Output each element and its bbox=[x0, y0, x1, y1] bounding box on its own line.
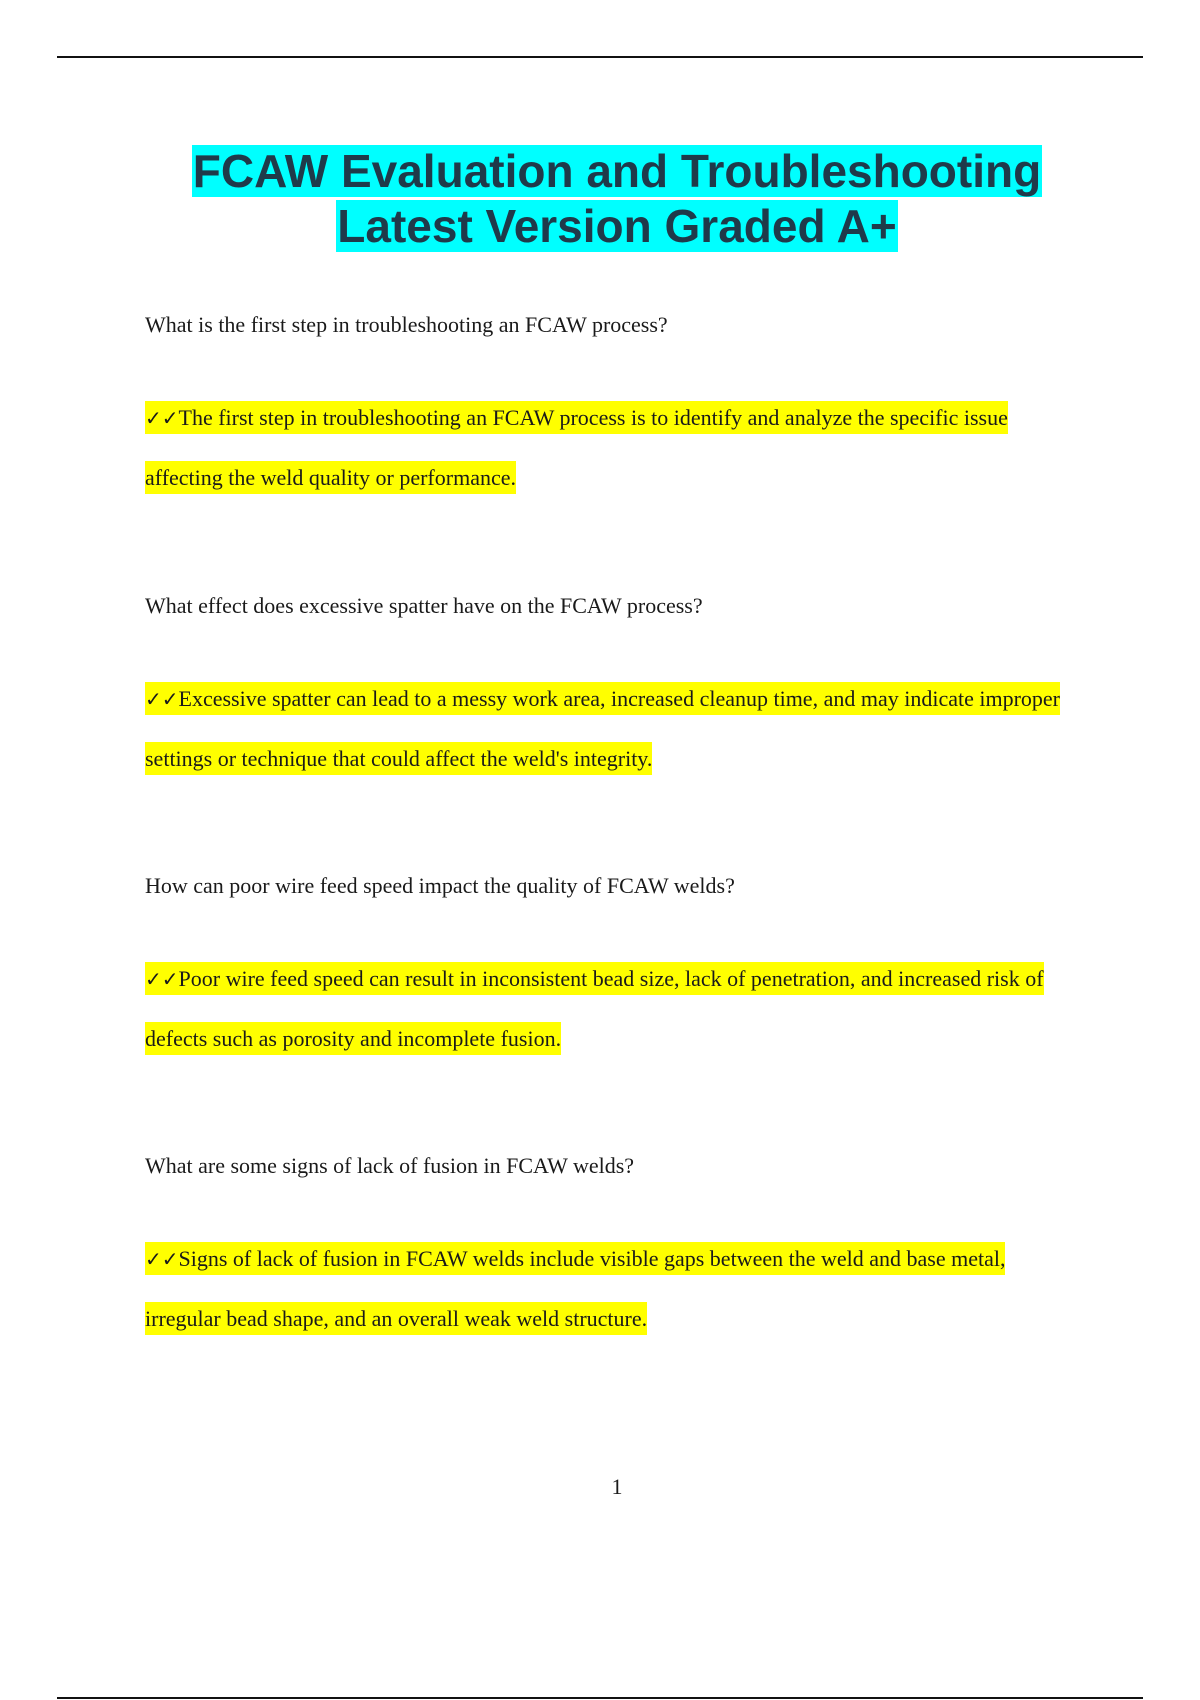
question-text: What are some signs of lack of fusion in FCAW welds? bbox=[145, 1153, 635, 1178]
question-text: What is the first step in troubleshooting an FCAW process? bbox=[145, 312, 668, 337]
check-mark-icon: ✓✓ bbox=[145, 967, 179, 991]
answer-text bbox=[145, 1229, 1085, 1349]
answer-body: The first step in troubleshooting an FCAW process is to identify and analyze the specific issue affecting the weld quality or performance. bbox=[145, 405, 1008, 490]
answer-highlight bbox=[145, 1242, 1005, 1335]
question-text: What effect does excessive spatter have on the FCAW process? bbox=[145, 593, 703, 618]
page-number: 1 bbox=[611, 1474, 623, 1499]
answer-highlight bbox=[145, 401, 1008, 494]
check-mark-icon: ✓✓ bbox=[145, 1247, 179, 1271]
check-mark-icon: ✓✓ bbox=[145, 406, 179, 430]
qa-item-2 bbox=[145, 593, 1085, 789]
answer-highlight bbox=[145, 682, 1060, 775]
answer-text bbox=[145, 949, 1085, 1069]
answer-body: Excessive spatter can lead to a messy work area, increased cleanup time, and may indicate improper settings or technique that could affect the weld's integrity. bbox=[145, 686, 1060, 771]
answer-text bbox=[145, 669, 1085, 789]
title-line-1: FCAW Evaluation and Troubleshooting bbox=[192, 145, 1042, 197]
top-rule bbox=[57, 56, 1143, 58]
title-line-2: Latest Version Graded A+ bbox=[337, 200, 897, 252]
answer-highlight bbox=[145, 962, 1044, 1055]
qa-item-4 bbox=[145, 1153, 1085, 1349]
answer-text bbox=[145, 388, 1085, 508]
qa-item-3 bbox=[145, 873, 1085, 1069]
qa-item-1 bbox=[145, 312, 1085, 508]
answer-body: Signs of lack of fusion in FCAW welds include visible gaps between the weld and base metal, irregular bead shape, and an overall weak weld structure. bbox=[145, 1246, 1006, 1331]
document-title bbox=[0, 144, 1200, 254]
bottom-rule bbox=[57, 1697, 1143, 1699]
question-text: How can poor wire feed speed impact the quality of FCAW welds? bbox=[145, 873, 735, 898]
answer-body: Poor wire feed speed can result in inconsistent bead size, lack of penetration, and increased risk of defects such as porosity and incomplete fusion. bbox=[145, 966, 1044, 1051]
check-mark-icon: ✓✓ bbox=[145, 687, 179, 711]
